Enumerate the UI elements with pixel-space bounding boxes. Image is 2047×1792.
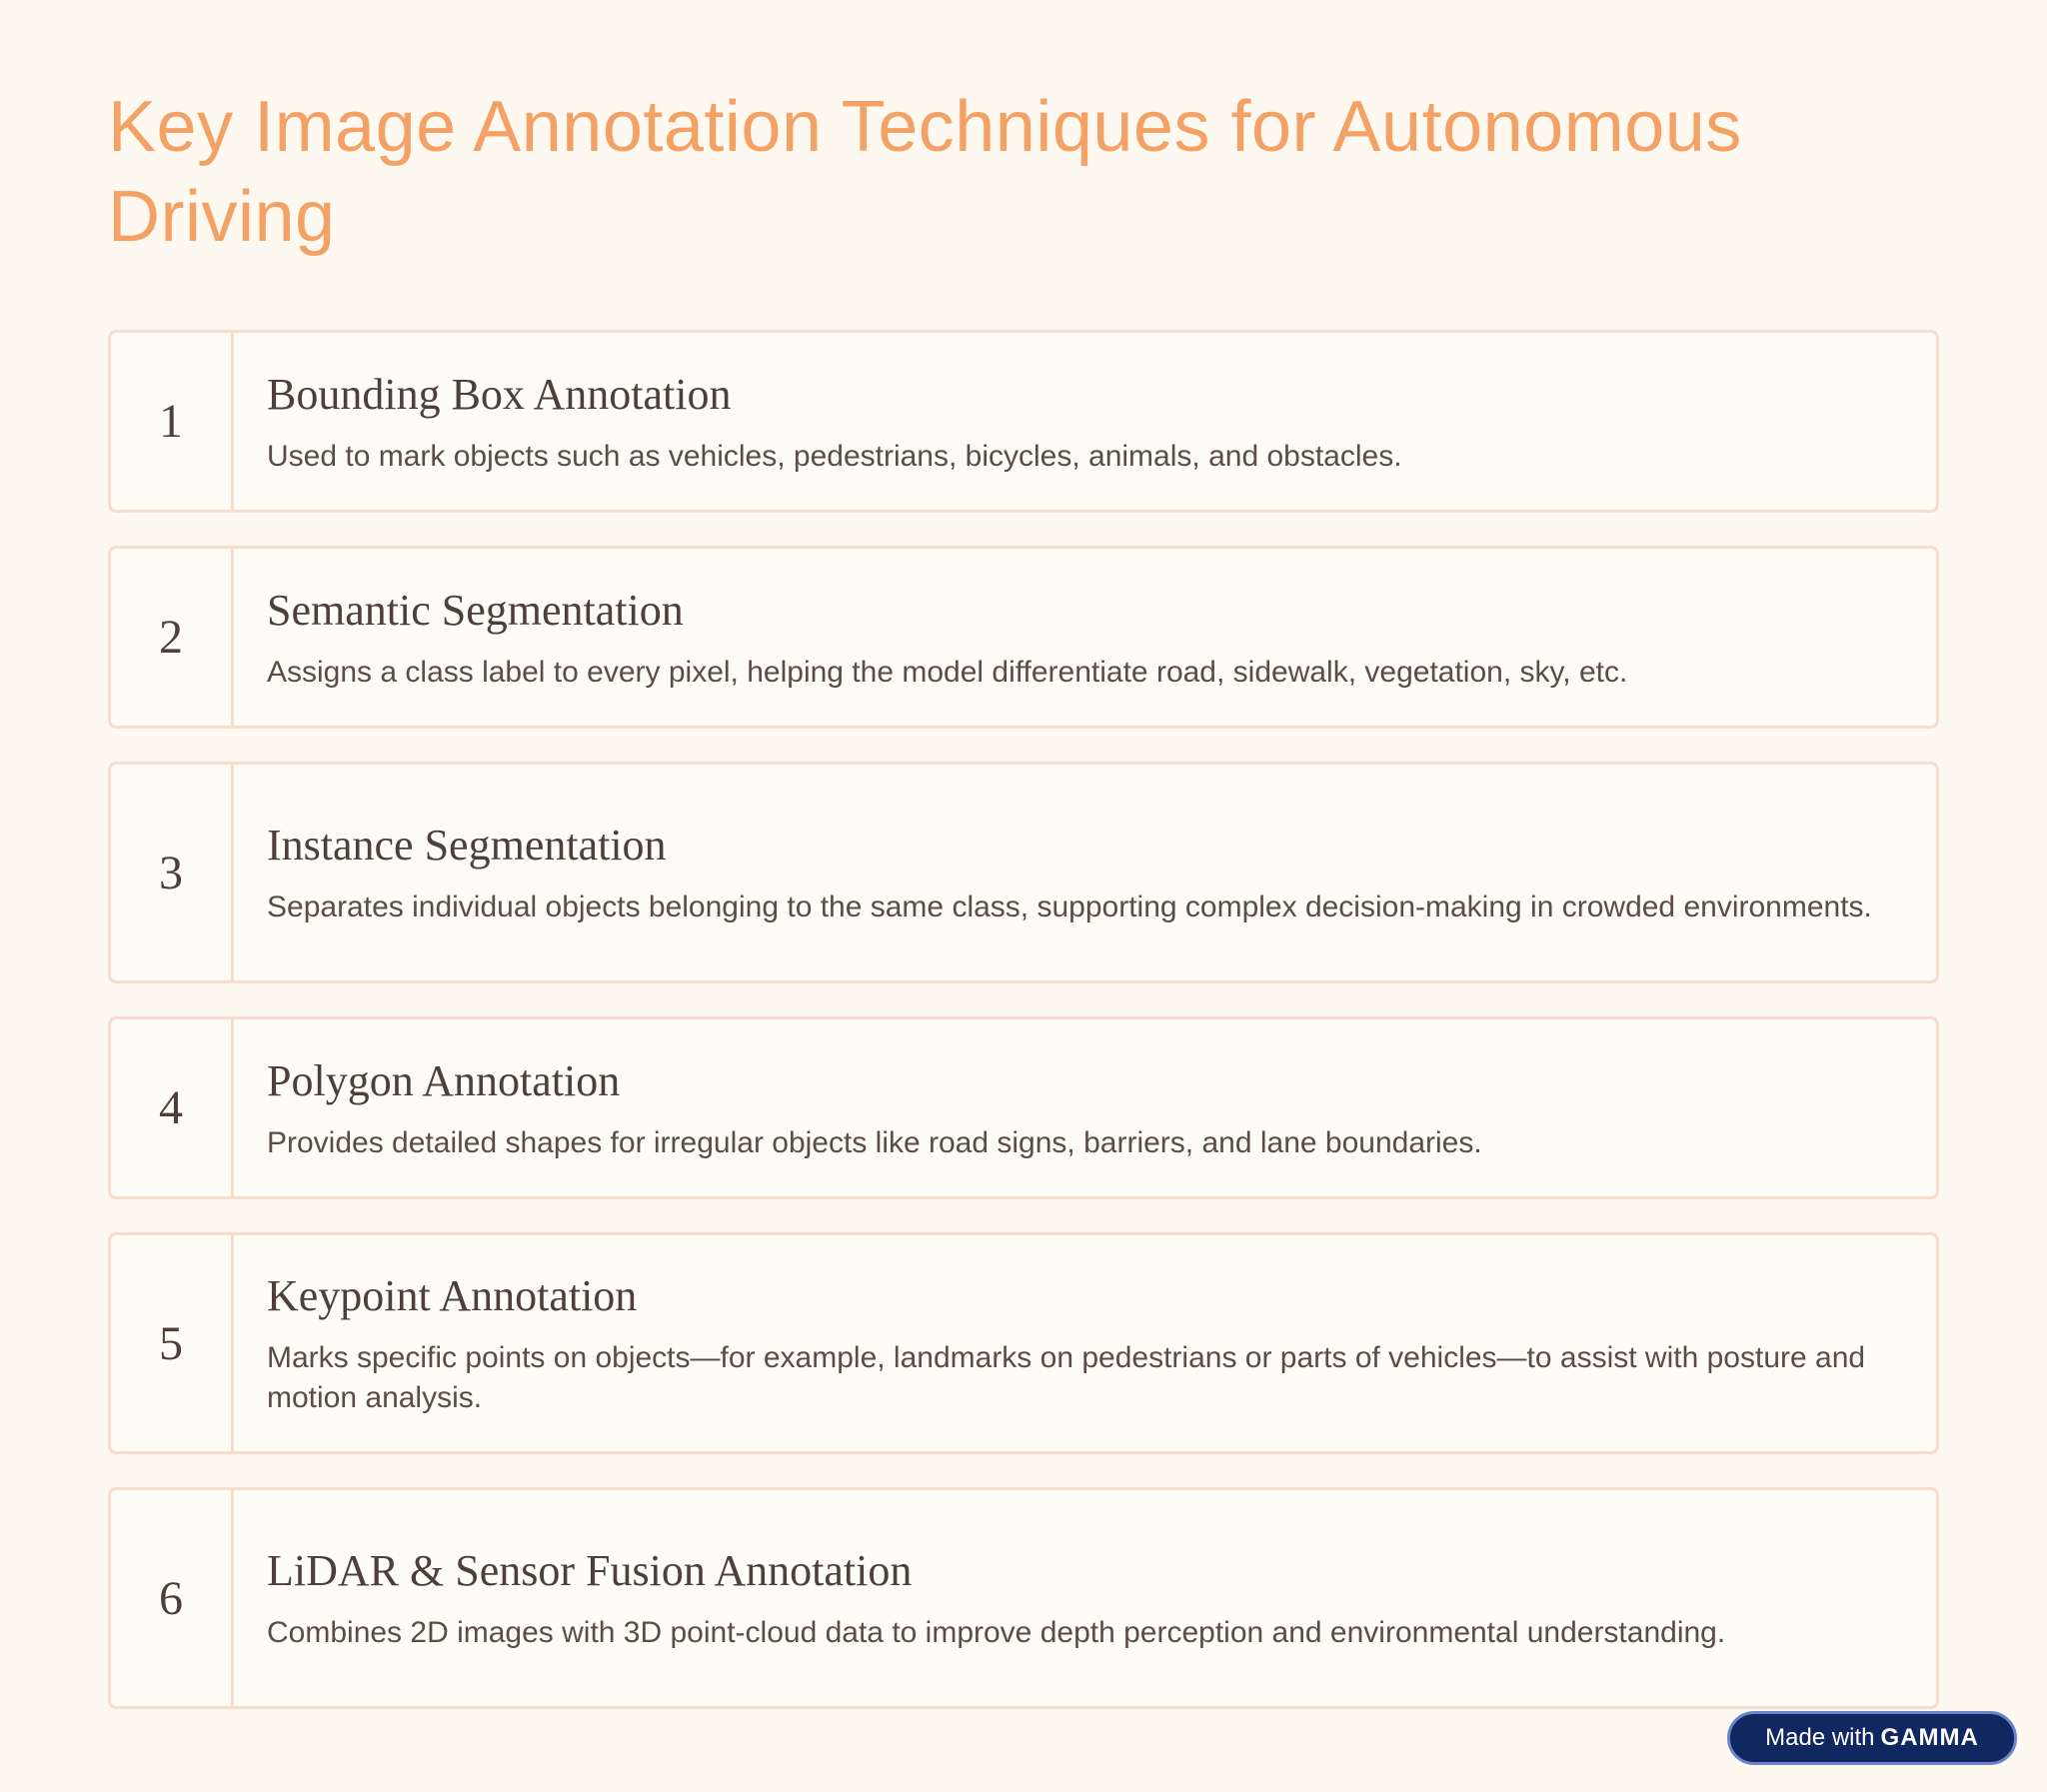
step-card xyxy=(108,1232,1939,1454)
step-number: 1 xyxy=(159,395,183,448)
step-card xyxy=(108,546,1939,729)
step-body xyxy=(234,549,1936,726)
step-description: Used to mark objects such as vehicles, pedestrians, bicycles, animals, and obstacles. xyxy=(267,439,1402,473)
step-body xyxy=(234,1019,1936,1196)
step-number-cell xyxy=(111,1019,234,1196)
step-body xyxy=(234,765,1936,980)
made-with-gamma-badge[interactable] xyxy=(1727,1711,2017,1765)
gamma-logo: GAMMA xyxy=(1880,1724,1979,1751)
step-number-cell xyxy=(111,549,234,726)
step-card xyxy=(108,762,1939,983)
step-description: Separates individual objects belonging to the same class, supporting complex decision-making in crowded environments. xyxy=(267,891,1872,923)
page-title: Key Image Annotation Techniques for Autonomous Driving xyxy=(108,87,1742,257)
step-card xyxy=(108,330,1939,513)
step-card xyxy=(108,1487,1939,1709)
step-title: Keypoint Annotation xyxy=(267,1271,638,1320)
step-body xyxy=(234,1235,1936,1451)
step-number-cell xyxy=(111,333,234,510)
step-body xyxy=(234,333,1936,510)
steps-list xyxy=(108,330,1939,1709)
step-number: 5 xyxy=(159,1316,183,1370)
badge-prefix: Made with xyxy=(1765,1724,1875,1751)
step-number: 6 xyxy=(159,1571,183,1625)
step-title: Polygon Annotation xyxy=(267,1055,621,1105)
step-title: Semantic Segmentation xyxy=(267,585,684,635)
step-body xyxy=(234,1490,1936,1706)
step-description: Combines 2D images with 3D point-cloud data to improve depth perception and environmental understanding. xyxy=(267,1616,1726,1649)
step-title: Bounding Box Annotation xyxy=(267,369,732,419)
step-number: 3 xyxy=(159,846,183,899)
step-description: Assigns a class label to every pixel, helping the model differentiate road, sidewalk, vegetation, sky, etc. xyxy=(267,655,1628,689)
step-card xyxy=(108,1016,1939,1199)
step-number-cell xyxy=(111,765,234,980)
step-number: 2 xyxy=(159,611,183,664)
step-number-cell xyxy=(111,1490,234,1706)
step-description: Provides detailed shapes for irregular objects like road signs, barriers, and lane boundaries. xyxy=(267,1125,1482,1159)
step-number-cell xyxy=(111,1235,234,1451)
step-title: LiDAR & Sensor Fusion Annotation xyxy=(267,1546,913,1595)
step-number: 4 xyxy=(159,1081,183,1134)
step-description: Marks specific points on objects—for example, landmarks on pedestrians or parts of vehicles—to assist with posture and motion analysis. xyxy=(267,1341,1866,1414)
step-title: Instance Segmentation xyxy=(267,821,667,870)
